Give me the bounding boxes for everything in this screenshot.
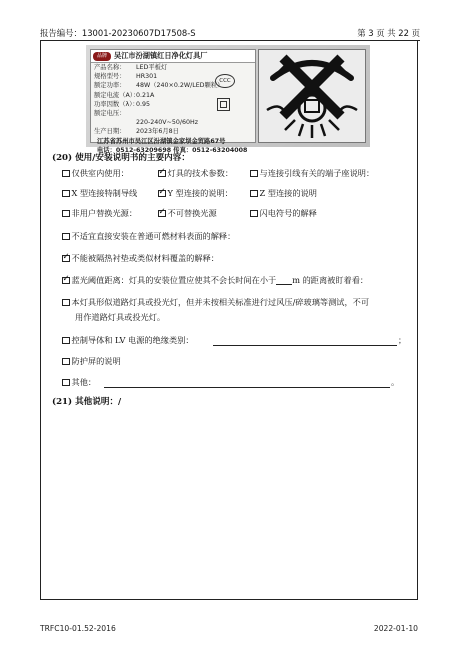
form-date: 2022-01-10 bbox=[373, 624, 418, 633]
checklist-item: ✓ 不可替换光源 bbox=[158, 208, 217, 219]
checkbox-icon[interactable] bbox=[62, 210, 70, 218]
checkbox-icon[interactable] bbox=[62, 299, 70, 307]
checklist-item-road-light: 本灯具形似道路灯具或投光灯，但并未按相关标准进行过风压/碎玻璃等测试，不可 bbox=[62, 297, 369, 308]
checklist-item-no-cover: ✓不能被隔热衬垫或类似材料覆盖的解释： bbox=[62, 253, 219, 264]
nameplate-row: 产品名称： LED平板灯 bbox=[94, 64, 168, 71]
checkbox-icon[interactable] bbox=[62, 379, 70, 387]
ccc-mark-icon: CCC bbox=[215, 74, 235, 88]
nameplate-label bbox=[90, 49, 256, 154]
insulation-end: ； bbox=[398, 335, 407, 345]
checklist-item-blue-light: ✓蓝光阈值距离：灯具的安装位置应使其不会长时间在小于 m 的距离被盯着看： bbox=[62, 275, 368, 286]
nameplate-row: 功率因数（λ）：0.95 bbox=[94, 100, 151, 108]
checklist-item-road-light-cont: 用作道路灯具或投光灯。 bbox=[75, 312, 166, 322]
nameplate-row: 额定功率： 48W（240×0.2W/LED颗粒） bbox=[94, 82, 224, 90]
checkbox-checked-icon[interactable] bbox=[62, 255, 70, 263]
checkbox-checked-icon[interactable] bbox=[158, 190, 166, 198]
checklist-item-unsuitable: 不适宜直接安装在普通可燃材料表面的解释： bbox=[62, 231, 235, 242]
nameplate-address: 江苏省苏州市吴江区汾湖镇金家坝金贸路67号 bbox=[97, 137, 226, 145]
section-20-title: (20) 使用/安装说明书的主要内容： bbox=[52, 153, 190, 163]
checklist-item: ✓ Y 型连接的说明： bbox=[158, 188, 233, 199]
page-indicator: 第 3 页 共 22 页 bbox=[357, 28, 420, 38]
nameplate-row: 220-240V~50/60Hz bbox=[136, 119, 199, 127]
checklist-item: X 型连接特制导线 bbox=[62, 188, 137, 199]
checkbox-icon[interactable] bbox=[62, 170, 70, 178]
form-number: TRFC10-01.52-2016 bbox=[40, 624, 116, 633]
nameplate-row: 规格型号： HR301 bbox=[94, 73, 158, 81]
checklist-item-insulation: 控制导体和 LV 电源的绝缘类别： bbox=[62, 335, 194, 346]
checklist-item-other: 其他： bbox=[62, 377, 96, 388]
checkbox-icon[interactable] bbox=[62, 337, 70, 345]
nameplate-photo bbox=[86, 45, 370, 154]
section-21-title: (21) 其他说明：/ bbox=[52, 397, 122, 407]
other-field[interactable] bbox=[104, 387, 390, 388]
blue-light-distance-field[interactable] bbox=[276, 275, 292, 285]
checkbox-icon[interactable] bbox=[250, 190, 258, 198]
class-ii-symbol-icon bbox=[217, 98, 230, 111]
checklist-item-screen: 防护屏的说明 bbox=[62, 356, 121, 367]
no-cover-warning-icon bbox=[258, 49, 366, 143]
checklist-item: Z 型连接的说明 bbox=[250, 188, 317, 199]
checklist-item: 非用户替换光源： bbox=[62, 208, 137, 219]
other-end: 。 bbox=[391, 377, 400, 387]
checklist-item: 与连接引线有关的端子座说明： bbox=[250, 168, 374, 179]
nameplate-row: 额定电流（A）：0.21A bbox=[94, 91, 155, 99]
checkbox-icon[interactable] bbox=[250, 170, 258, 178]
insulation-field[interactable] bbox=[213, 345, 397, 346]
nameplate-phone: 电话：0512-63209698 传真：0512-63204008 bbox=[97, 146, 248, 154]
checkbox-icon[interactable] bbox=[62, 233, 70, 241]
brand-logo: 品牌 bbox=[93, 52, 111, 61]
checkbox-icon[interactable] bbox=[62, 190, 70, 198]
nameplate-row: 额定电压： bbox=[94, 110, 126, 118]
checkbox-icon[interactable] bbox=[250, 210, 258, 218]
checklist-item: ✓ 灯具的技术参数： bbox=[158, 168, 233, 179]
checkbox-checked-icon[interactable] bbox=[62, 277, 70, 285]
nameplate-row: 生产日期： 2023年6月8日 bbox=[94, 128, 179, 136]
checklist-item: 仅供室内使用： bbox=[62, 168, 129, 179]
report-number: 报告编号：13001-20230607D17508-S bbox=[40, 28, 196, 38]
checkbox-checked-icon[interactable] bbox=[158, 170, 166, 178]
nameplate-brand-row bbox=[91, 50, 255, 63]
checklist-item: 闪电符号的解释 bbox=[250, 208, 317, 219]
checkbox-checked-icon[interactable] bbox=[158, 210, 166, 218]
company-name: 吴江市汾湖镇红日净化灯具厂 bbox=[114, 51, 208, 61]
checkbox-icon[interactable] bbox=[62, 358, 70, 366]
